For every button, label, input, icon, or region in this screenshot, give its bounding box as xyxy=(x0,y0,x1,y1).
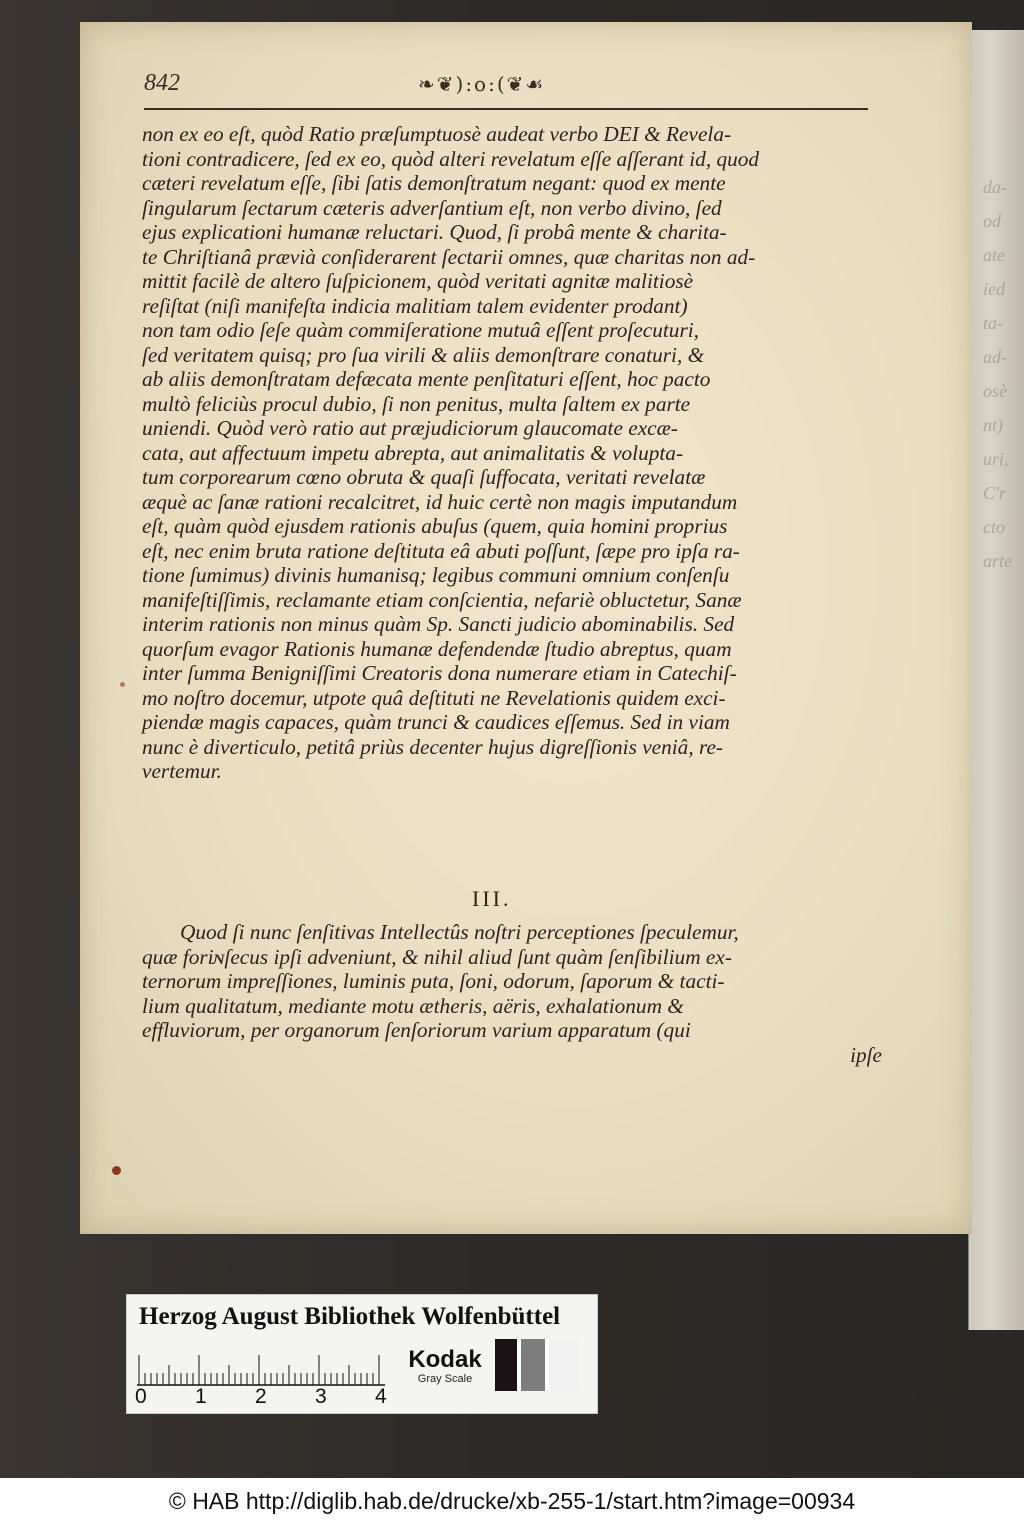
library-name: Herzog August Bibliothek Wolfenbüttel xyxy=(139,1303,561,1330)
paragraph-2 xyxy=(142,920,882,1067)
text-line: non tam odio ſeſe quàm commiſeratione mutuâ eſſent proſecuturi, xyxy=(142,318,699,342)
ruler-number: 4 xyxy=(375,1385,387,1408)
ruler-number: 3 xyxy=(315,1385,327,1408)
text-line: ab aliis demonſtratam defæcata mente penſitaturi eſſent, hoc pacto xyxy=(142,367,711,391)
foxing-spot xyxy=(120,682,125,687)
text-line: effluviorum, per organorum ſenſoriorum varium apparatum (qui xyxy=(142,1018,691,1042)
text-line: quæ foriɴſecus ipſi adveniunt, & nihil aliud ſunt quàm ſenſibilium ex- xyxy=(142,944,732,969)
foxing-spot xyxy=(112,1166,121,1175)
text-line: interim rationis non minus quàm Sp. Sancti judicio abominabilis. Sed xyxy=(142,612,735,636)
text-line: mo noſtro docemur, utpote quâ deſtituti ne Revelationis quidem exci- xyxy=(142,685,726,710)
gray-swatch xyxy=(521,1339,545,1391)
text-line: ſed veritatem quisq; pro ſua virili & aliis demonſtrare conaturi, & xyxy=(142,342,705,367)
gray-swatch xyxy=(495,1339,517,1391)
text-line: tum corporearum cœno obruta & quaſi ſuffocata, veritati revelatæ xyxy=(142,465,706,489)
text-line: æquè ac ſanæ rationi recalcitret, id huic certè non magis imputandum xyxy=(142,489,738,514)
kodak-brand: Kodak xyxy=(408,1346,482,1373)
text-line: nunc è diverticulo, petitâ priùs decenter hujus digreſſionis veniâ, re- xyxy=(142,734,724,759)
ruler-number: 2 xyxy=(255,1385,267,1408)
catchword: ipſe xyxy=(850,1042,882,1067)
text-line: quorſum evagor Rationis humanæ defendendæ ſtudio abreptus, quam xyxy=(142,636,732,661)
text-line: tioni contradicere, ſed ex eo, quòd alteri revelatum eſſe aſſerant id, quod xyxy=(142,146,760,171)
paragraph-1 xyxy=(142,122,882,784)
footer-credit: © HAB http://diglib.hab.de/drucke/xb-255-1/start.htm?image=00934 xyxy=(0,1478,1024,1525)
ruler-scale xyxy=(137,1345,387,1387)
text-line: non ex eo eſt, quòd Ratio præſumptuosè audeat verbo DEI & Revela- xyxy=(142,122,732,146)
ruler-number: 0 xyxy=(135,1385,147,1408)
kodak-subtitle: Gray Scale xyxy=(417,1373,473,1385)
ruler-number: 1 xyxy=(195,1385,207,1408)
text-line: Quod ſi nunc ſenſitivas Intellectûs noſtri perceptiones ſpeculemur, xyxy=(180,920,739,944)
text-line: ternorum impreſſiones, luminis puta, ſoni, odorum, ſaporum & tacti- xyxy=(142,969,725,993)
text-line: mittit facilè de altero ſuſpicionem, quòd veritati agnitæ malitiosè xyxy=(142,269,694,293)
text-line: ſingularum ſectarum cæteris adverſantium eſt, non verbo divino, ſed xyxy=(142,195,722,220)
text-line: manifeſtiſſimis, reclamante etiam conſcientia, nefariè obluctetur, Sanæ xyxy=(142,587,742,612)
color-target-card xyxy=(126,1294,598,1414)
text-line: reſiſtat (niſi manifeſta indicia malitiam talem evidenter prodant) xyxy=(142,293,688,318)
text-line: cæteri revelatum eſſe, ſibi ſatis demonſtratum negant: quod ex mente xyxy=(142,171,726,195)
header-rule xyxy=(144,108,868,110)
text-line: eſt, quàm quòd ejusdem rationis abuſus (quem, quia homini proprius xyxy=(142,514,728,538)
page-number: 842 xyxy=(144,70,180,96)
adjacent-page-text: da- od ate ied ta- ad- osè nt) uri, C'r cto arte xyxy=(983,177,1012,571)
text-line: eſt, nec enim bruta ratione deſtituta eâ abuti poſſunt, ſæpe pro ipſa ra- xyxy=(142,538,740,563)
kodak-label xyxy=(403,1347,487,1385)
text-line: inter ſumma Benigniſſimi Creatoris dona numerare etiam in Catechiſ- xyxy=(142,661,737,685)
ruler-numbers xyxy=(127,1385,407,1409)
text-line: vertemur. xyxy=(142,759,222,783)
gray-swatch xyxy=(549,1339,579,1391)
text-line: te Chriſtianâ prævià conſiderarent ſectarii omnes, quæ charitas non ad- xyxy=(142,244,756,269)
text-line: piendæ magis capaces, quàm trunci & caudices eſſemus. Sed in viam xyxy=(142,710,730,734)
text-line: ejus explicationi humanæ reluctari. Quod, ſi probâ mente & charita- xyxy=(142,220,727,244)
text-line: multò feliciùs procul dubio, ſi non penitus, multa ſaltem ex parte xyxy=(142,391,691,416)
text-line: tione ſumimus) divinis humanisq; legibus communi omnium conſenſu xyxy=(142,563,730,587)
text-line: cata, aut affectuum impetu abrepta, aut animalitatis & volupta- xyxy=(142,440,684,465)
text-line: uniendi. Quòd verò ratio aut præjudiciorum glaucomate excæ- xyxy=(142,416,678,440)
text-line: lium qualitatum, mediante motu ætheris, aëris, exhalationum & xyxy=(142,993,684,1018)
header-ornament: ❧❦):o:(❦☙ xyxy=(418,72,546,96)
adjacent-page-edge xyxy=(968,30,1024,1330)
section-number: III. xyxy=(472,886,512,911)
gray-swatches xyxy=(495,1339,579,1391)
